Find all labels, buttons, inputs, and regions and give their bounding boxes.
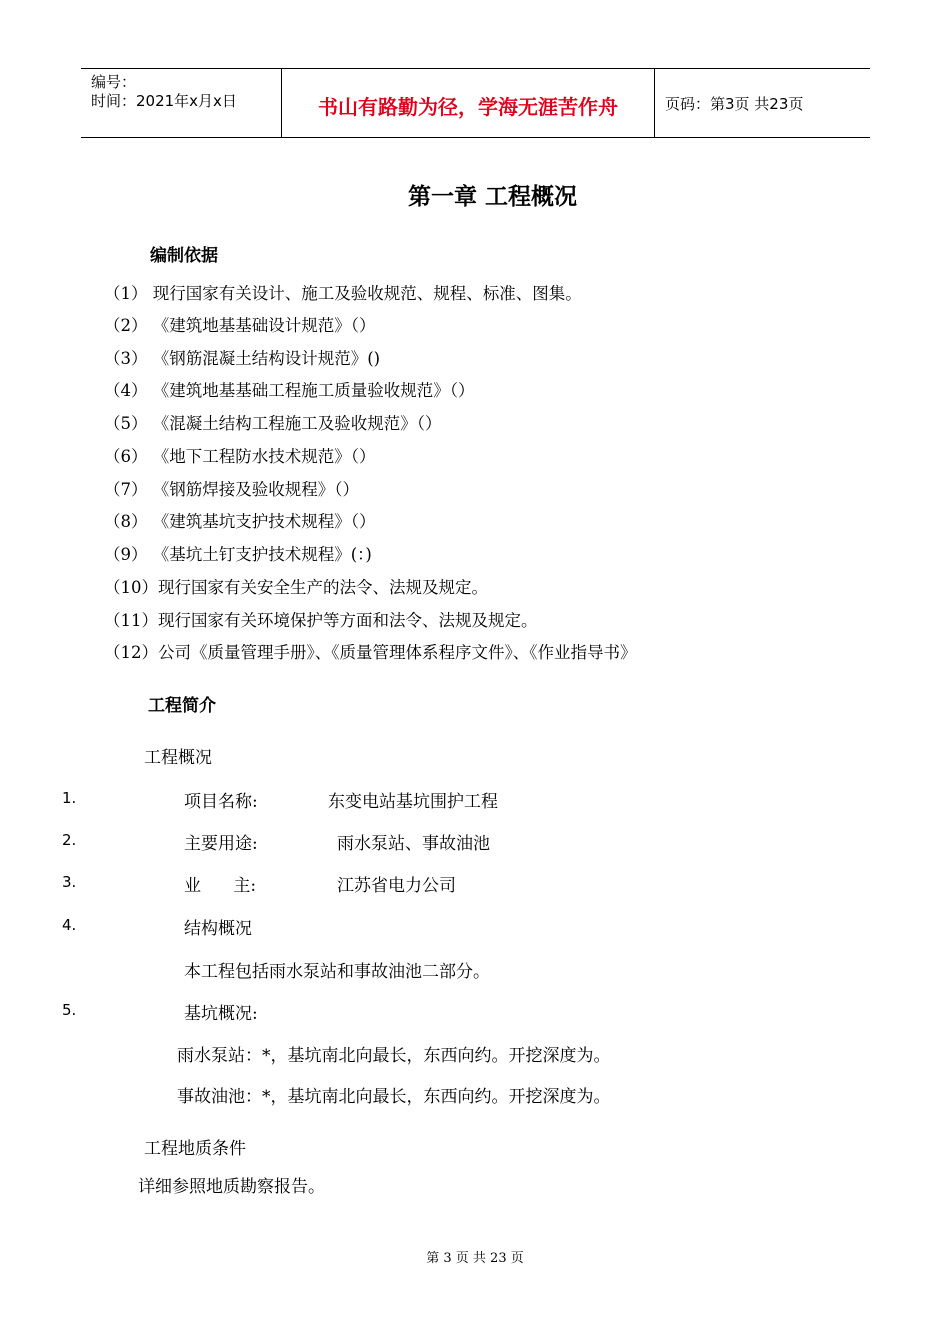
item-label: 基坑概况: — [184, 1004, 258, 1024]
header-left-cell — [81, 69, 282, 137]
chapter-title: 第一章 工程概况 — [407, 184, 577, 210]
basis-item: （4） 《建筑地基基础工程施工质量验收规范》（） — [104, 381, 475, 400]
basis-item: （3） 《钢筋混凝土结构设计规范》() — [104, 349, 381, 368]
basis-item: （1） 现行国家有关设计、施工及验收规范、规程、标准、图集。 — [104, 284, 582, 303]
structure-desc: 本工程包括雨水泵站和事故油池二部分。 — [184, 962, 490, 982]
usage-value: 雨水泵站、事故油池 — [337, 834, 490, 854]
item-number: 5. — [62, 1001, 77, 1019]
basis-heading: 编制依据 — [150, 246, 218, 266]
item-number: 3. — [62, 873, 77, 891]
basis-item: （8） 《建筑基坑支护技术规程》（） — [104, 512, 376, 531]
basis-item: （2） 《建筑地基基础设计规范》（） — [104, 316, 376, 335]
time-label: 时间：2021年x月x日 — [91, 92, 237, 110]
header-page-info: 页码：第3页 共23页 — [665, 94, 804, 113]
item-label: 业 主: — [184, 876, 257, 896]
basis-item: （7） 《钢筋焊接及验收规程》（） — [104, 480, 359, 499]
geology-title: 工程地质条件 — [144, 1139, 246, 1159]
item-label: 项目名称: — [184, 792, 258, 812]
item-label: 主要用途: — [184, 834, 258, 854]
page-header — [81, 68, 870, 138]
overview-title: 工程概况 — [144, 748, 212, 768]
basis-item: （11）现行国家有关环境保护等方面和法令、法规及规定。 — [104, 611, 538, 630]
project-name-value: 东变电站基坑围护工程 — [328, 792, 498, 812]
item-number: 2. — [62, 831, 77, 849]
pit-pump-desc: 雨水泵站：*，基坑南北向最长，东西向约。开挖深度为。 — [177, 1046, 611, 1066]
header-motto: 书山有路勤为径，学海无涯苦作舟 — [282, 69, 655, 137]
serial-label: 编号： — [91, 73, 137, 91]
basis-item: （12）公司《质量管理手册》、《质量管理体系程序文件》、《作业指导书》 — [104, 643, 637, 662]
owner-value: 江苏省电力公司 — [337, 876, 456, 896]
pit-oil-desc: 事故油池：*，基坑南北向最长，东西向约。开挖深度为。 — [177, 1087, 611, 1107]
intro-heading: 工程简介 — [148, 696, 216, 716]
basis-item: （5） 《混凝土结构工程施工及验收规范》（） — [104, 414, 442, 433]
item-number: 1. — [62, 789, 77, 807]
page-footer: 第 3 页 共 23 页 — [426, 1251, 524, 1266]
basis-item: （9） 《基坑土钉支护技术规程》(：) — [104, 545, 372, 564]
basis-item: （6） 《地下工程防水技术规范》（） — [104, 447, 376, 466]
geology-desc: 详细参照地质勘察报告。 — [138, 1177, 325, 1197]
item-label: 结构概况 — [184, 919, 252, 939]
item-number: 4. — [62, 916, 77, 934]
basis-item: （10）现行国家有关安全生产的法令、法规及规定。 — [104, 578, 488, 597]
